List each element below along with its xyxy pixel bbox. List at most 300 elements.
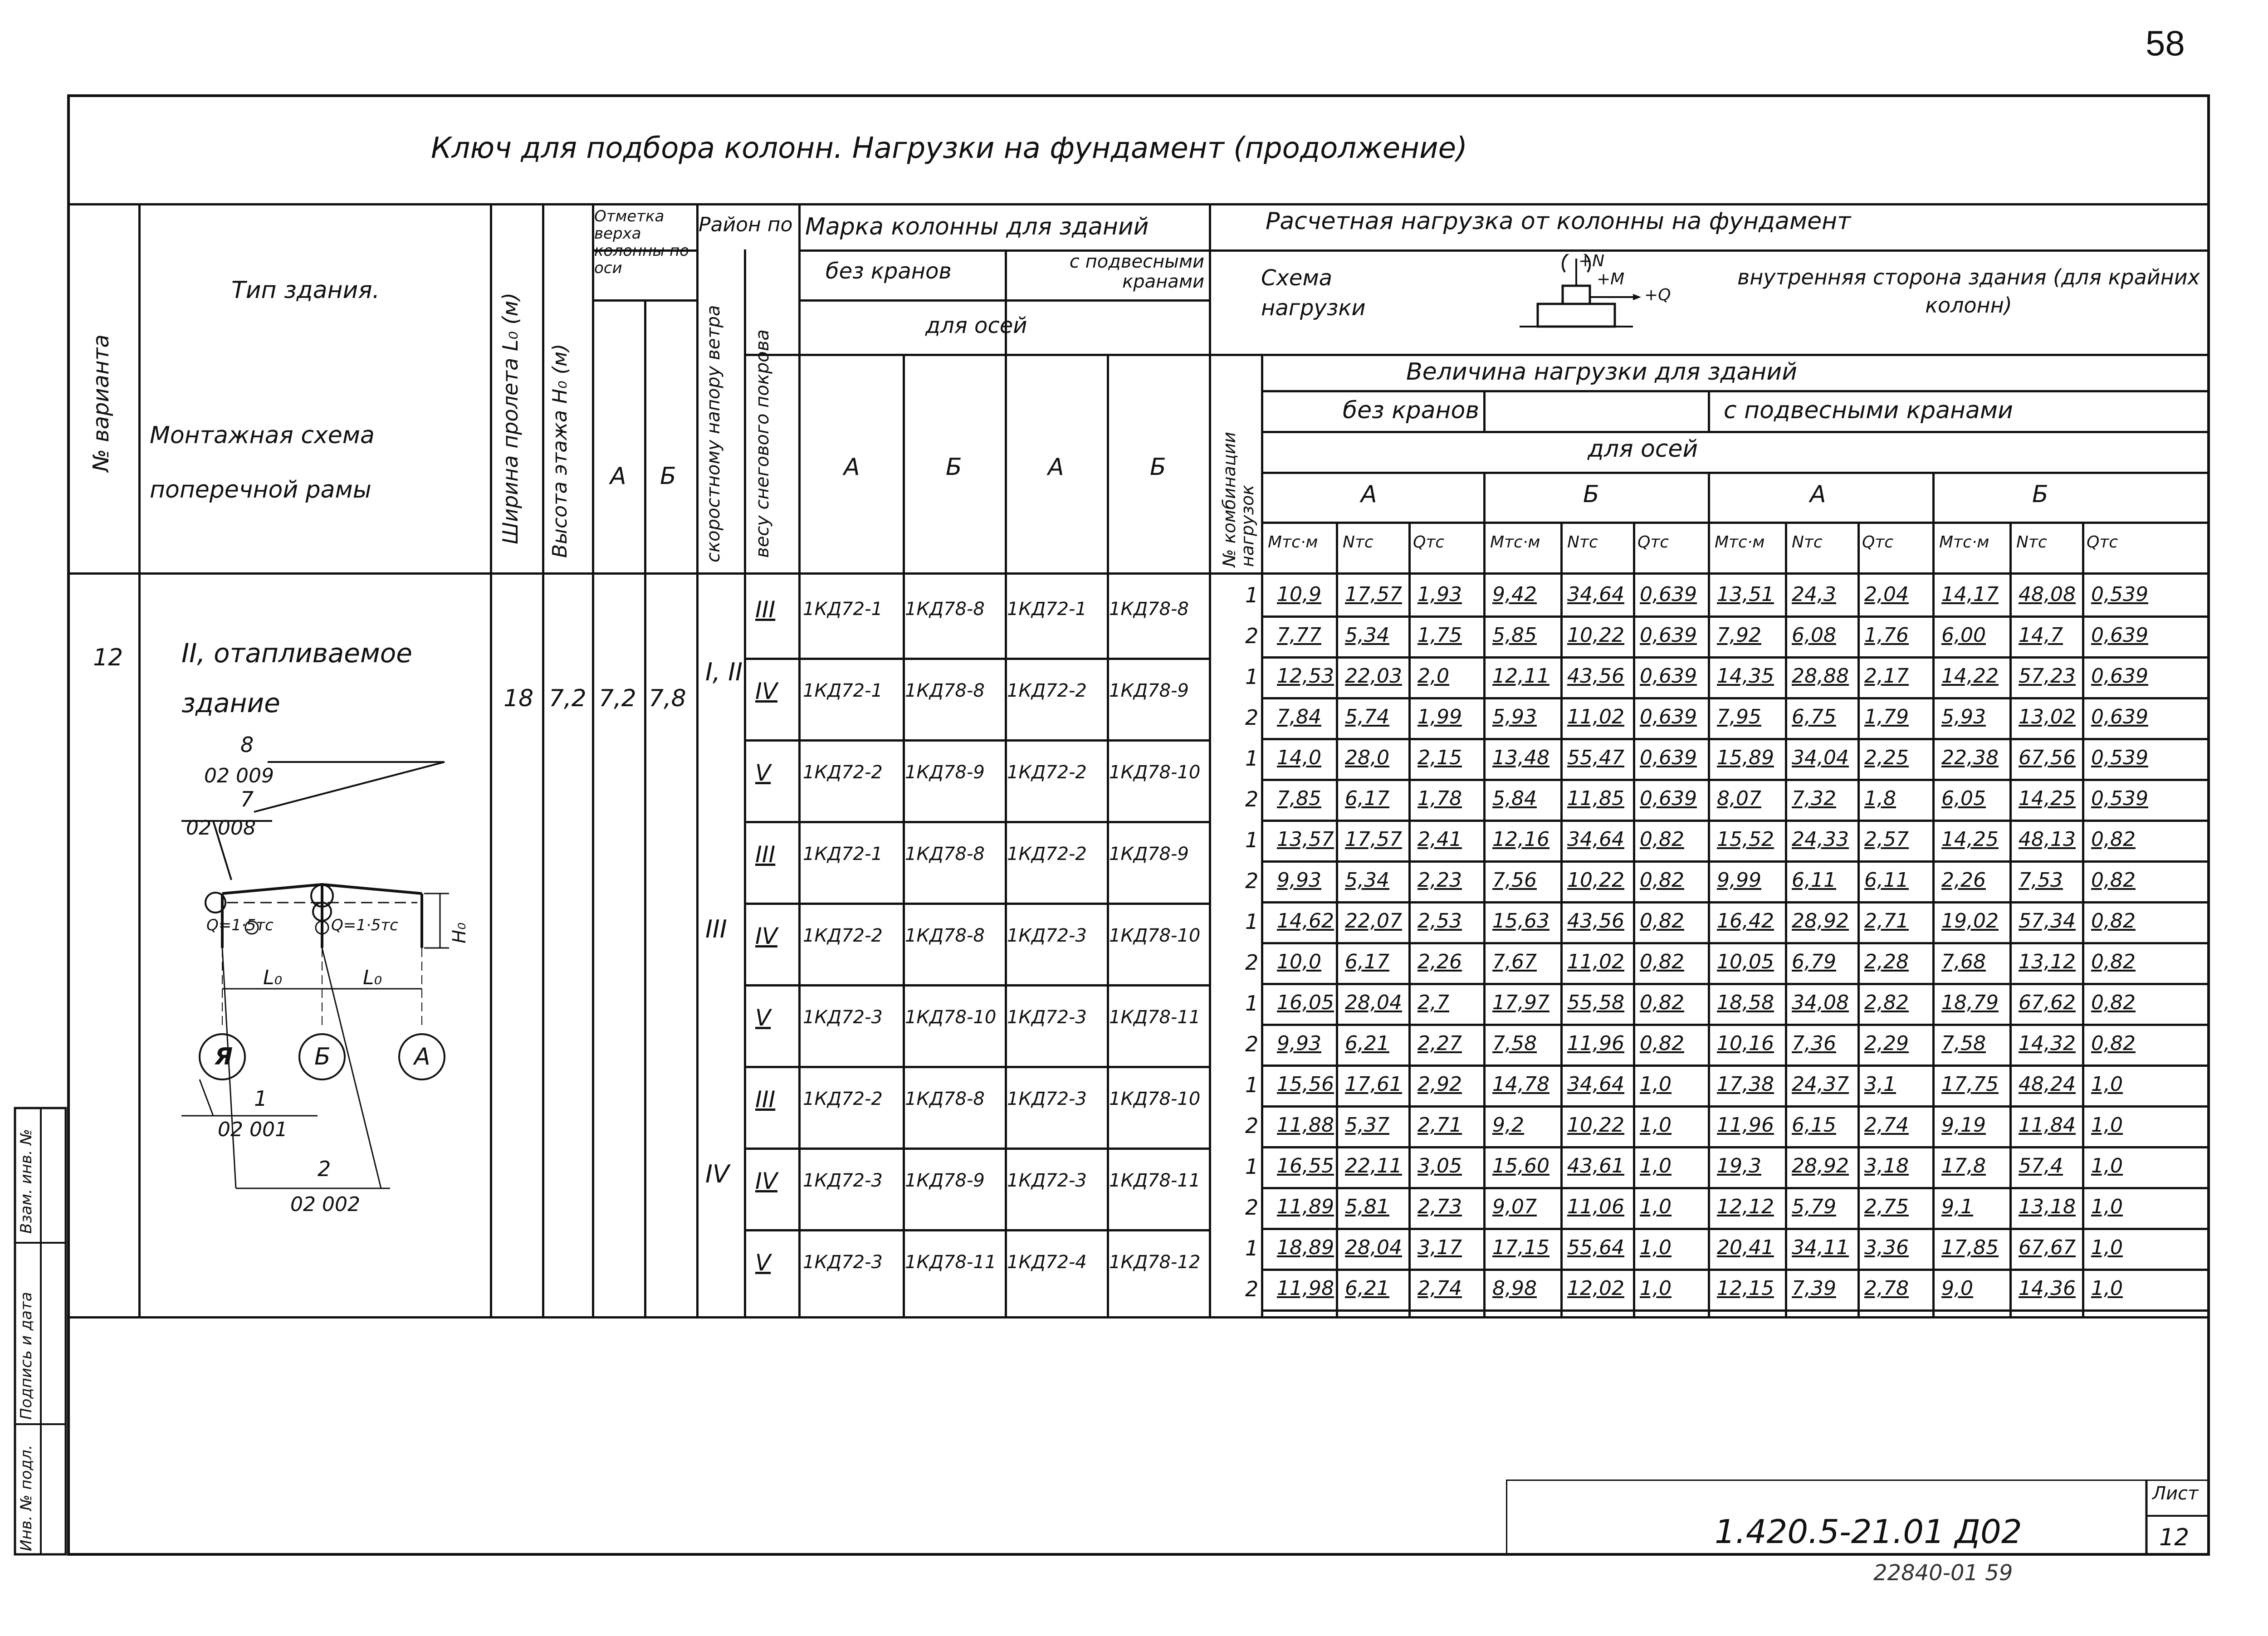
load-value: 11,84 bbox=[2019, 1113, 2076, 1137]
load-value: 11,02 bbox=[1567, 950, 1624, 973]
col-line bbox=[2082, 522, 2084, 1316]
load-row-rule bbox=[1261, 983, 2210, 985]
combo-number: 1 bbox=[1245, 1073, 1259, 1097]
load-value: 0,639 bbox=[1640, 746, 1697, 769]
load-value: 10,22 bbox=[1567, 869, 1624, 892]
load-row-rule bbox=[1261, 820, 2210, 822]
header-no-cranes: без кранов bbox=[826, 259, 952, 284]
column-mark: 1КД78-8 bbox=[905, 680, 985, 701]
unit-label: Nтс bbox=[1343, 533, 1374, 552]
load-value: 7,92 bbox=[1717, 624, 1761, 647]
load-value: 6,00 bbox=[1941, 624, 1986, 647]
column-mark: 1КД72-1 bbox=[803, 680, 883, 701]
load-value: 2,92 bbox=[1418, 1073, 1462, 1096]
load-value: 18,79 bbox=[1941, 991, 1999, 1014]
column-mark: 1КД78-10 bbox=[905, 1007, 997, 1028]
load-value: 1,99 bbox=[1418, 705, 1462, 728]
load-value: 2,28 bbox=[1864, 950, 1909, 973]
load-value: 14,25 bbox=[1941, 828, 1999, 851]
load-value: 7,39 bbox=[1792, 1277, 1836, 1300]
load-value: 7,95 bbox=[1717, 705, 1761, 728]
load-value: 1,0 bbox=[2091, 1073, 2123, 1096]
load-value: 1,0 bbox=[1640, 1073, 1672, 1096]
load-value: 11,06 bbox=[1567, 1195, 1624, 1218]
load-value: 0,639 bbox=[1640, 624, 1697, 647]
load-value: 24,3 bbox=[1792, 583, 1836, 606]
load-value: 24,33 bbox=[1792, 828, 1849, 851]
load-value: 18,89 bbox=[1277, 1236, 1334, 1259]
header-sub-rule bbox=[744, 354, 2210, 356]
load-value: 2,27 bbox=[1418, 1032, 1462, 1055]
load-value: 1,0 bbox=[2091, 1113, 2123, 1137]
column-mark: 1КД78-8 bbox=[905, 925, 985, 946]
load-row-rule bbox=[1261, 1146, 2210, 1148]
load-value: 43,56 bbox=[1567, 909, 1624, 933]
load-value: 12,02 bbox=[1567, 1277, 1624, 1300]
col-line bbox=[696, 203, 699, 1316]
header-sub-rule bbox=[798, 299, 1209, 302]
load-value: 2,04 bbox=[1864, 583, 1909, 606]
load-value: 0,82 bbox=[2091, 950, 2136, 973]
unit-label: Мтс·м bbox=[1268, 533, 1318, 552]
load-value: 5,37 bbox=[1345, 1113, 1389, 1137]
load-value: 2,0 bbox=[1418, 664, 1449, 688]
combo-number: 1 bbox=[1245, 909, 1259, 934]
header-column-mark: Марка колонны для зданий bbox=[805, 213, 1149, 240]
load-value: 34,11 bbox=[1792, 1236, 1849, 1259]
row-rule bbox=[744, 903, 1209, 905]
load-value: 11,02 bbox=[1567, 705, 1624, 728]
load-value: 12,11 bbox=[1492, 664, 1549, 688]
load-value: 13,51 bbox=[1717, 583, 1774, 606]
ref2-bot: 02 008 bbox=[186, 816, 256, 840]
column-mark: 1КД72-3 bbox=[803, 1007, 883, 1028]
combo-number: 1 bbox=[1245, 1236, 1259, 1260]
column-mark: 1КД78-9 bbox=[905, 762, 985, 783]
col-line bbox=[1708, 390, 1710, 431]
header-inner-side: внутренняя сторона здания (для крайних колонн) bbox=[1737, 265, 2200, 317]
load-value: 13,57 bbox=[1277, 828, 1334, 851]
column-mark: 1КД78-9 bbox=[1109, 844, 1189, 864]
load-value: 13,18 bbox=[2019, 1195, 2076, 1218]
h0-label: Н₀ bbox=[449, 922, 470, 943]
load-value: 48,24 bbox=[2019, 1073, 2076, 1096]
snow-region: III bbox=[755, 1086, 776, 1113]
header-sub-rule bbox=[1261, 390, 2210, 392]
load-value: 7,56 bbox=[1492, 869, 1537, 892]
load-value: 6,05 bbox=[1941, 787, 1986, 810]
column-mark: 1КД72-2 bbox=[1007, 844, 1087, 864]
load-value: 11,96 bbox=[1717, 1113, 1774, 1137]
side-label-replace: Взам. инв. № bbox=[17, 1129, 35, 1234]
combo-number: 1 bbox=[1245, 664, 1259, 689]
header-for-axes: для осей bbox=[925, 313, 1027, 338]
unit-label: Qтс bbox=[2087, 533, 2118, 552]
load-value: 6,15 bbox=[1792, 1113, 1836, 1137]
load-value: 0,539 bbox=[2091, 787, 2148, 810]
load-value: 24,37 bbox=[1792, 1073, 1849, 1096]
load-value: 3,18 bbox=[1864, 1154, 1909, 1177]
load-value: 7,58 bbox=[1941, 1032, 1986, 1055]
load-value: 1,0 bbox=[2091, 1154, 2123, 1177]
column-mark: 1КД78-8 bbox=[905, 844, 985, 864]
header-top-rule bbox=[67, 203, 2210, 205]
load-value: 2,78 bbox=[1864, 1277, 1909, 1300]
load-value: 2,26 bbox=[1418, 950, 1462, 973]
col-line bbox=[1633, 522, 1635, 1316]
load-value: 34,64 bbox=[1567, 828, 1624, 851]
load-row-rule bbox=[1261, 942, 2210, 944]
load-row-rule bbox=[1261, 1187, 2210, 1189]
unit-label: Qтс bbox=[1862, 533, 1894, 552]
header-load-no-cranes: без кранов bbox=[1343, 397, 1479, 424]
header-load-b2: Б bbox=[2032, 481, 2048, 508]
wind-region: IV bbox=[705, 1160, 729, 1188]
load-value: 17,57 bbox=[1345, 583, 1402, 606]
combo-number: 2 bbox=[1245, 705, 1259, 730]
load-value: 16,05 bbox=[1277, 991, 1334, 1014]
column-mark: 1КД78-9 bbox=[1109, 680, 1189, 701]
header-floor-height: Высота этажа Н₀ (м) bbox=[548, 343, 572, 558]
load-value: 0,539 bbox=[2091, 583, 2148, 606]
side-label-inv: Инв. № подл. bbox=[17, 1445, 35, 1551]
header-mark-b2: Б bbox=[1150, 454, 1166, 481]
combo-number: 2 bbox=[1245, 869, 1259, 893]
ref3-bot: 02 001 bbox=[218, 1118, 288, 1141]
scheme-n-label: +N bbox=[1579, 252, 1605, 270]
col-line bbox=[1785, 522, 1787, 1316]
load-value: 8,07 bbox=[1717, 787, 1761, 810]
load-value: 0,639 bbox=[2091, 705, 2148, 728]
load-value: 28,92 bbox=[1792, 1154, 1849, 1177]
load-value: 5,81 bbox=[1345, 1195, 1389, 1218]
load-value: 1,0 bbox=[1640, 1236, 1672, 1259]
load-value: 3,05 bbox=[1418, 1154, 1462, 1177]
load-value: 17,8 bbox=[1941, 1154, 1986, 1177]
load-value: 5,85 bbox=[1492, 624, 1537, 647]
load-value: 14,36 bbox=[2019, 1277, 2076, 1300]
load-value: 57,4 bbox=[2019, 1154, 2063, 1177]
col-line bbox=[1261, 354, 1263, 1316]
header-load-for-axes: для осей bbox=[1588, 435, 1698, 463]
sheet-label: Лист bbox=[2152, 1483, 2199, 1504]
load-value: 0,639 bbox=[2091, 624, 2148, 647]
load-value: 13,02 bbox=[2019, 705, 2076, 728]
load-value: 14,17 bbox=[1941, 583, 1999, 606]
row-rule bbox=[744, 984, 1209, 986]
ref3-top: 1 bbox=[254, 1086, 268, 1111]
load-value: 20,41 bbox=[1717, 1236, 1774, 1259]
variant-height: 7,2 bbox=[549, 685, 587, 712]
column-mark: 1КД78-8 bbox=[905, 1089, 985, 1109]
unit-label: Мтс·м bbox=[1715, 533, 1765, 552]
unit-label: Nтс bbox=[1567, 533, 1598, 552]
load-value: 2,7 bbox=[1418, 991, 1449, 1014]
header-sub-rule bbox=[1261, 431, 2210, 433]
col-line bbox=[490, 203, 492, 1316]
load-value: 19,02 bbox=[1941, 909, 1999, 933]
load-value: 3,36 bbox=[1864, 1236, 1909, 1259]
col-line bbox=[644, 299, 646, 1316]
load-value: 14,0 bbox=[1277, 746, 1321, 769]
column-mark: 1КД72-1 bbox=[803, 599, 883, 620]
load-value: 6,75 bbox=[1792, 705, 1836, 728]
column-mark: 1КД78-12 bbox=[1109, 1252, 1201, 1273]
load-value: 0,639 bbox=[1640, 664, 1697, 688]
load-value: 12,16 bbox=[1492, 828, 1549, 851]
snow-region: V bbox=[755, 1250, 771, 1276]
load-value: 1,76 bbox=[1864, 624, 1909, 647]
load-value: 6,11 bbox=[1864, 869, 1909, 892]
unit-label: Мтс·м bbox=[1490, 533, 1540, 552]
load-value: 5,34 bbox=[1345, 624, 1389, 647]
load-value: 0,82 bbox=[1640, 869, 1684, 892]
load-value: 10,16 bbox=[1717, 1032, 1774, 1055]
snow-region: V bbox=[755, 1005, 771, 1031]
load-value: 67,56 bbox=[2019, 746, 2076, 769]
header-load-b1: Б bbox=[1583, 481, 1599, 508]
column-mark: 1КД72-2 bbox=[1007, 680, 1087, 701]
col-line bbox=[1005, 249, 1007, 1316]
load-row-rule bbox=[1261, 615, 2210, 618]
load-value: 0,82 bbox=[2091, 869, 2136, 892]
load-value: 1,93 bbox=[1418, 583, 1462, 606]
load-value: 34,08 bbox=[1792, 991, 1849, 1014]
load-value: 5,74 bbox=[1345, 705, 1389, 728]
load-value: 3,1 bbox=[1864, 1073, 1896, 1096]
load-value: 0,639 bbox=[1640, 787, 1697, 810]
load-value: 28,88 bbox=[1792, 664, 1849, 688]
header-mark-a2: А bbox=[1048, 454, 1064, 481]
ref1-top: 8 bbox=[240, 733, 254, 757]
col-line bbox=[1560, 522, 1563, 1316]
col-line bbox=[744, 249, 746, 1316]
load-value: 17,38 bbox=[1717, 1073, 1774, 1096]
load-value: 17,61 bbox=[1345, 1073, 1402, 1096]
combo-number: 1 bbox=[1245, 583, 1259, 607]
col-line bbox=[1932, 472, 1935, 1316]
unit-label: Nтс bbox=[2016, 533, 2047, 552]
column-mark: 1КД78-11 bbox=[905, 1252, 997, 1273]
column-mark: 1КД72-2 bbox=[803, 762, 883, 783]
load-value: 0,539 bbox=[2091, 746, 2148, 769]
frame-schematic bbox=[172, 735, 490, 1225]
column-mark: 1КД72-2 bbox=[1007, 762, 1087, 783]
snow-region: III bbox=[755, 596, 776, 623]
col-line bbox=[1408, 522, 1411, 1316]
column-mark: 1КД78-8 bbox=[905, 599, 985, 620]
sheet-number: 12 bbox=[2159, 1524, 2190, 1551]
axis-label-1: Я bbox=[215, 1043, 233, 1070]
load-value: 17,85 bbox=[1941, 1236, 1999, 1259]
col-line bbox=[1209, 203, 1211, 1316]
load-value: 9,93 bbox=[1277, 1032, 1321, 1055]
load-value: 55,47 bbox=[1567, 746, 1624, 769]
variant-span: 18 bbox=[503, 685, 534, 712]
snow-region: III bbox=[755, 841, 776, 868]
header-load-a1: А bbox=[1361, 481, 1377, 508]
ref4-bot: 02 002 bbox=[290, 1193, 360, 1216]
load-value: 0,82 bbox=[1640, 950, 1684, 973]
header-col-a: А bbox=[610, 463, 626, 490]
col-line bbox=[138, 203, 141, 1316]
column-mark: 1КД78-10 bbox=[1109, 762, 1201, 783]
load-value: 14,78 bbox=[1492, 1073, 1549, 1096]
header-region: Район по bbox=[699, 213, 793, 236]
load-value: 28,92 bbox=[1792, 909, 1849, 933]
load-row-rule bbox=[1261, 1309, 2210, 1312]
col-line bbox=[1708, 472, 1710, 1316]
header-snow-weight: весу снегового покрова bbox=[752, 329, 773, 558]
column-mark: 1КД72-2 bbox=[803, 1089, 883, 1109]
load-value: 0,639 bbox=[1640, 583, 1697, 606]
axis-label-3: А bbox=[414, 1043, 430, 1070]
load-value: 0,639 bbox=[2091, 664, 2148, 688]
column-mark: 1КД72-2 bbox=[803, 925, 883, 946]
column-mark: 1КД78-10 bbox=[1109, 925, 1201, 946]
column-mark: 1КД72-1 bbox=[803, 844, 883, 864]
load-value: 0,82 bbox=[1640, 991, 1684, 1014]
combo-number: 2 bbox=[1245, 787, 1259, 811]
row-rule bbox=[744, 658, 1209, 660]
load-value: 1,79 bbox=[1864, 705, 1909, 728]
load-value: 1,0 bbox=[2091, 1236, 2123, 1259]
combo-number: 1 bbox=[1245, 991, 1259, 1016]
header-load-combo-no: № комбинации нагрузок bbox=[1219, 432, 1257, 567]
header-mark-a1: А bbox=[844, 454, 860, 481]
load-value: 0,639 bbox=[1640, 705, 1697, 728]
load-value: 2,25 bbox=[1864, 746, 1909, 769]
load-value: 15,56 bbox=[1277, 1073, 1334, 1096]
combo-number: 2 bbox=[1245, 1195, 1259, 1220]
load-row-rule bbox=[1261, 1065, 2210, 1067]
load-value: 1,78 bbox=[1418, 787, 1462, 810]
load-value: 9,42 bbox=[1492, 583, 1537, 606]
load-value: 7,68 bbox=[1941, 950, 1986, 973]
load-value: 34,04 bbox=[1792, 746, 1849, 769]
column-mark: 1КД72-3 bbox=[1007, 1170, 1087, 1191]
load-row-rule bbox=[1261, 901, 2210, 903]
variant-number: 12 bbox=[93, 644, 123, 671]
header-mark-b1: Б bbox=[946, 454, 962, 481]
load-value: 14,32 bbox=[2019, 1032, 2076, 1055]
load-value: 14,35 bbox=[1717, 664, 1774, 688]
page-number: 58 bbox=[2146, 23, 2185, 63]
crane-left: Q=1·5тс bbox=[206, 916, 274, 934]
load-value: 9,0 bbox=[1941, 1277, 1973, 1300]
load-value: 5,93 bbox=[1492, 705, 1537, 728]
load-value: 6,17 bbox=[1345, 787, 1389, 810]
load-value: 2,17 bbox=[1864, 664, 1909, 688]
load-value: 17,57 bbox=[1345, 828, 1402, 851]
load-value: 1,8 bbox=[1864, 787, 1896, 810]
header-design-load: Расчетная нагрузка от колонны на фундамент bbox=[1266, 208, 1851, 235]
header-load-value: Величина нагрузки для зданий bbox=[1406, 358, 1798, 386]
load-value: 3,17 bbox=[1418, 1236, 1462, 1259]
row-rule bbox=[744, 1229, 1209, 1231]
combo-number: 1 bbox=[1245, 1154, 1259, 1179]
col-line bbox=[1483, 390, 1486, 431]
header-load-scheme: Схема нагрузки bbox=[1261, 265, 1366, 321]
header-col-b: Б bbox=[660, 463, 676, 490]
load-value: 15,60 bbox=[1492, 1154, 1549, 1177]
snow-region: IV bbox=[755, 1168, 777, 1194]
snow-region: IV bbox=[755, 923, 777, 949]
load-value: 17,75 bbox=[1941, 1073, 1999, 1096]
col-line bbox=[542, 203, 544, 1316]
column-mark: 1КД72-3 bbox=[1007, 1089, 1087, 1109]
load-value: 11,88 bbox=[1277, 1113, 1334, 1137]
crane-right: Q=1·5тс bbox=[331, 916, 398, 934]
load-value: 1,0 bbox=[1640, 1277, 1672, 1300]
group-rule bbox=[744, 1066, 1209, 1068]
load-value: 22,07 bbox=[1345, 909, 1402, 933]
l0-left: L₀ bbox=[263, 966, 283, 989]
load-row-rule bbox=[1261, 860, 2210, 863]
load-value: 5,93 bbox=[1941, 705, 1986, 728]
document-code: 1.420.5-21.01 Д02 bbox=[1715, 1513, 2022, 1551]
load-value: 55,64 bbox=[1567, 1236, 1624, 1259]
combo-number: 1 bbox=[1245, 828, 1259, 852]
load-value: 6,21 bbox=[1345, 1277, 1389, 1300]
load-value: 67,62 bbox=[2019, 991, 2076, 1014]
load-row-rule bbox=[1261, 1269, 2210, 1271]
wind-region: I, II bbox=[705, 658, 743, 686]
load-value: 15,89 bbox=[1717, 746, 1774, 769]
combo-number: 1 bbox=[1245, 746, 1259, 771]
load-value: 34,64 bbox=[1567, 583, 1624, 606]
load-value: 11,98 bbox=[1277, 1277, 1334, 1300]
load-value: 10,0 bbox=[1277, 950, 1321, 973]
header-mount-scheme: Монтажная схема поперечной рамы bbox=[150, 422, 375, 503]
column-mark: 1КД78-11 bbox=[1109, 1007, 1201, 1028]
column-mark: 1КД78-11 bbox=[1109, 1170, 1201, 1191]
col-line bbox=[592, 203, 594, 1316]
header-building-type: Тип здания. bbox=[231, 277, 380, 304]
scheme-m-label: +M bbox=[1597, 270, 1625, 288]
load-value: 34,64 bbox=[1567, 1073, 1624, 1096]
load-value: 0,82 bbox=[2091, 828, 2136, 851]
load-value: 9,07 bbox=[1492, 1195, 1537, 1218]
load-value: 2,41 bbox=[1418, 828, 1462, 851]
load-value: 9,93 bbox=[1277, 869, 1321, 892]
scheme-q-label: +Q bbox=[1644, 286, 1671, 304]
load-value: 22,11 bbox=[1345, 1154, 1402, 1177]
load-value: 2,26 bbox=[1941, 869, 1986, 892]
load-value: 43,61 bbox=[1567, 1154, 1624, 1177]
load-value: 15,63 bbox=[1492, 909, 1549, 933]
l0-right: L₀ bbox=[363, 966, 382, 989]
load-value: 10,22 bbox=[1567, 1113, 1624, 1137]
load-value: 19,3 bbox=[1717, 1154, 1761, 1177]
column-mark: 1КД72-3 bbox=[1007, 925, 1087, 946]
ref4-top: 2 bbox=[318, 1157, 331, 1181]
load-value: 0,82 bbox=[2091, 909, 2136, 933]
header-load-a2: А bbox=[1810, 481, 1826, 508]
load-row-rule bbox=[1261, 779, 2210, 781]
load-value: 6,21 bbox=[1345, 1032, 1389, 1055]
load-row-rule bbox=[1261, 697, 2210, 699]
load-value: 2,71 bbox=[1864, 909, 1909, 933]
header-variant-no: № варианта bbox=[88, 334, 114, 472]
load-value: 57,23 bbox=[2019, 664, 2076, 688]
combo-number: 2 bbox=[1245, 1113, 1259, 1138]
sheet-title: Ключ для подбора колонн. Нагрузки на фундамент (продолжение) bbox=[431, 132, 1467, 165]
load-value: 57,34 bbox=[2019, 909, 2076, 933]
unit-label: Qтс bbox=[1413, 533, 1445, 552]
row-rule bbox=[744, 739, 1209, 742]
load-value: 11,85 bbox=[1567, 787, 1624, 810]
